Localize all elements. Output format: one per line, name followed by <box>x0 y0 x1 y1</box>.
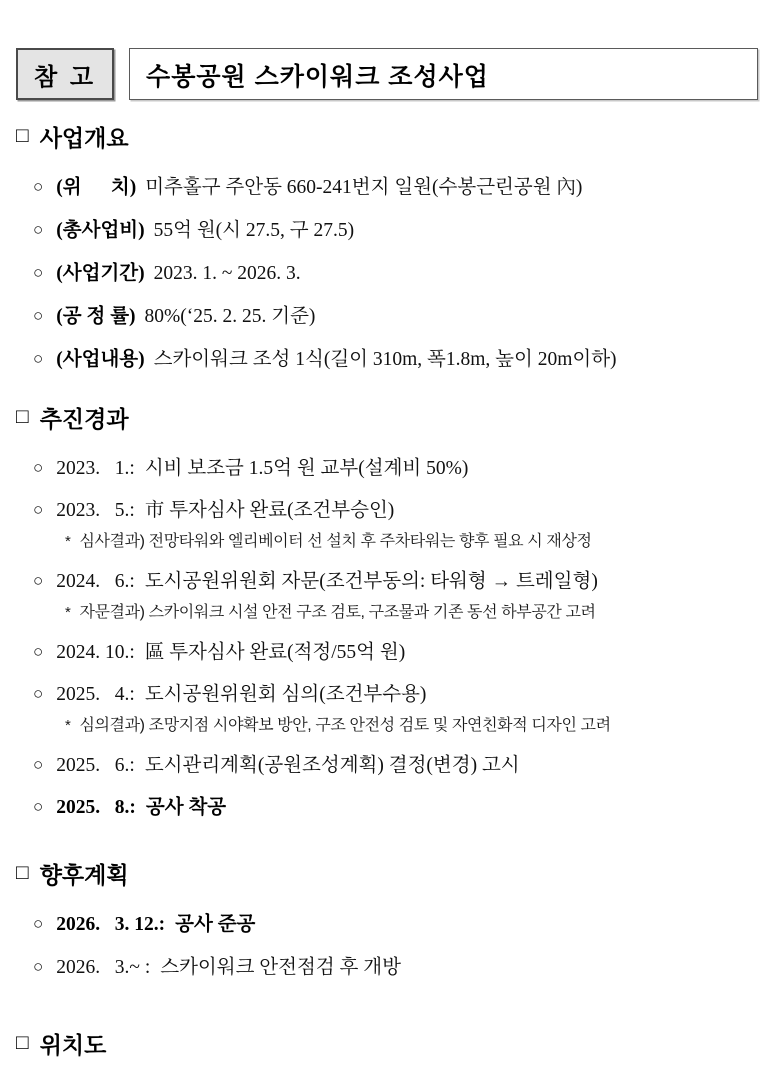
item-label: (사업내용) <box>56 349 145 370</box>
timeline-item <box>33 569 758 595</box>
timeline-item <box>33 498 758 524</box>
circle-bullet-icon: ○ <box>33 177 44 196</box>
timeline-text: 도시공원위원회 자문(조건부동의: 타워형 → 트레일형) <box>144 571 598 592</box>
timeline-text: 공사 착공 <box>145 797 227 818</box>
circle-bullet-icon: ○ <box>33 306 44 325</box>
timeline-date: 2024. 6.: <box>56 571 135 592</box>
circle-bullet-icon: ○ <box>33 797 44 816</box>
asterisk-icon: * <box>65 717 71 734</box>
square-bullet-icon: □ <box>16 123 29 147</box>
timeline-item <box>33 753 758 779</box>
section-heading-location <box>16 1027 758 1060</box>
asterisk-icon: * <box>65 533 71 550</box>
timeline-date: 2026. 3. 12.: <box>56 914 166 935</box>
timeline-date: 2026. 3.~ : <box>56 957 151 978</box>
timeline-item <box>33 912 758 938</box>
circle-bullet-icon: ○ <box>33 755 44 774</box>
item-text: 80%(‘25. 2. 25. 기준) <box>144 306 316 327</box>
timeline-text: 도시공원위원회 심의(조건부수용) <box>144 684 427 705</box>
note-text: 심의결과) 조망지점 시야확보 방안, 구조 안전성 검토 및 자연친화적 디자인 고려 <box>79 717 611 734</box>
timeline-date: 2025. 8.: <box>56 797 136 818</box>
timeline-date: 2025. 4.: <box>56 684 135 705</box>
item-label: (공 정 률) <box>56 306 136 327</box>
circle-bullet-icon: ○ <box>33 914 44 933</box>
circle-bullet-icon: ○ <box>33 571 44 590</box>
item-text: 스카이워크 조성 1식(길이 310m, 폭1.8m, 높이 20m이하) <box>153 349 617 370</box>
timeline-note <box>65 602 758 623</box>
timeline-item <box>33 456 758 482</box>
list-item <box>33 347 758 373</box>
section-title: 추진경과 <box>39 406 129 432</box>
document-header <box>16 48 758 100</box>
circle-bullet-icon: ○ <box>33 349 44 368</box>
list-item <box>33 261 758 287</box>
item-label: (사업기간) <box>56 263 145 284</box>
square-bullet-icon: □ <box>16 1030 29 1054</box>
timeline-note <box>65 531 758 552</box>
list-item <box>33 304 758 330</box>
timeline-text: 도시관리계획(공원조성계획) 결정(변경) 고시 <box>144 755 520 776</box>
circle-bullet-icon: ○ <box>33 220 44 239</box>
document-title: 수봉공원 스카이워크 조성사업 <box>129 48 758 100</box>
circle-bullet-icon: ○ <box>33 642 44 661</box>
timeline-text: 區 투자심사 완료(적정/55억 원) <box>144 642 406 663</box>
timeline-text: 시비 보조금 1.5억 원 교부(설계비 50%) <box>144 458 469 479</box>
item-label: (위 치) <box>56 177 137 198</box>
square-bullet-icon: □ <box>16 860 29 884</box>
timeline-date: 2023. 1.: <box>56 458 135 479</box>
timeline-item <box>33 955 758 981</box>
circle-bullet-icon: ○ <box>33 263 44 282</box>
section-heading-progress <box>16 401 758 434</box>
circle-bullet-icon: ○ <box>33 500 44 519</box>
circle-bullet-icon: ○ <box>33 684 44 703</box>
timeline-date: 2023. 5.: <box>56 500 135 521</box>
section-title: 위치도 <box>39 1032 107 1058</box>
asterisk-icon: * <box>65 604 71 621</box>
timeline-text: 市 투자심사 완료(조건부승인) <box>144 500 395 521</box>
square-bullet-icon: □ <box>16 404 29 428</box>
note-text: 심사결과) 전망타워와 엘리베이터 선 설치 후 주차타워는 향후 필요 시 재상정 <box>79 533 592 550</box>
timeline-item <box>33 640 758 666</box>
timeline-date: 2024. 10.: <box>56 642 135 663</box>
reference-badge: 참 고 <box>16 48 114 100</box>
timeline-text: 스카이워크 안전점검 후 개방 <box>160 957 401 978</box>
note-text: 자문결과) 스카이워크 시설 안전 구조 검토, 구조물과 기존 동선 하부공간 고려 <box>79 604 596 621</box>
item-text: 2023. 1. ~ 2026. 3. <box>153 263 301 284</box>
list-item <box>33 175 758 201</box>
item-text: 미추홀구 주안동 660-241번지 일원(수봉근린공원 內) <box>145 177 583 198</box>
circle-bullet-icon: ○ <box>33 957 44 976</box>
item-text: 55억 원(시 27.5, 구 27.5) <box>153 220 355 241</box>
circle-bullet-icon: ○ <box>33 458 44 477</box>
item-label: (총사업비) <box>56 220 145 241</box>
timeline-note <box>65 715 758 736</box>
list-item <box>33 218 758 244</box>
timeline-item <box>33 795 758 821</box>
timeline-item <box>33 682 758 708</box>
progress-list <box>16 456 758 821</box>
section-title: 향후계획 <box>39 862 129 888</box>
section-title: 사업개요 <box>39 125 129 151</box>
timeline-text: 공사 준공 <box>175 914 256 935</box>
section-heading-future <box>16 857 758 890</box>
section-heading-overview <box>16 120 758 153</box>
timeline-date: 2025. 6.: <box>56 755 135 776</box>
